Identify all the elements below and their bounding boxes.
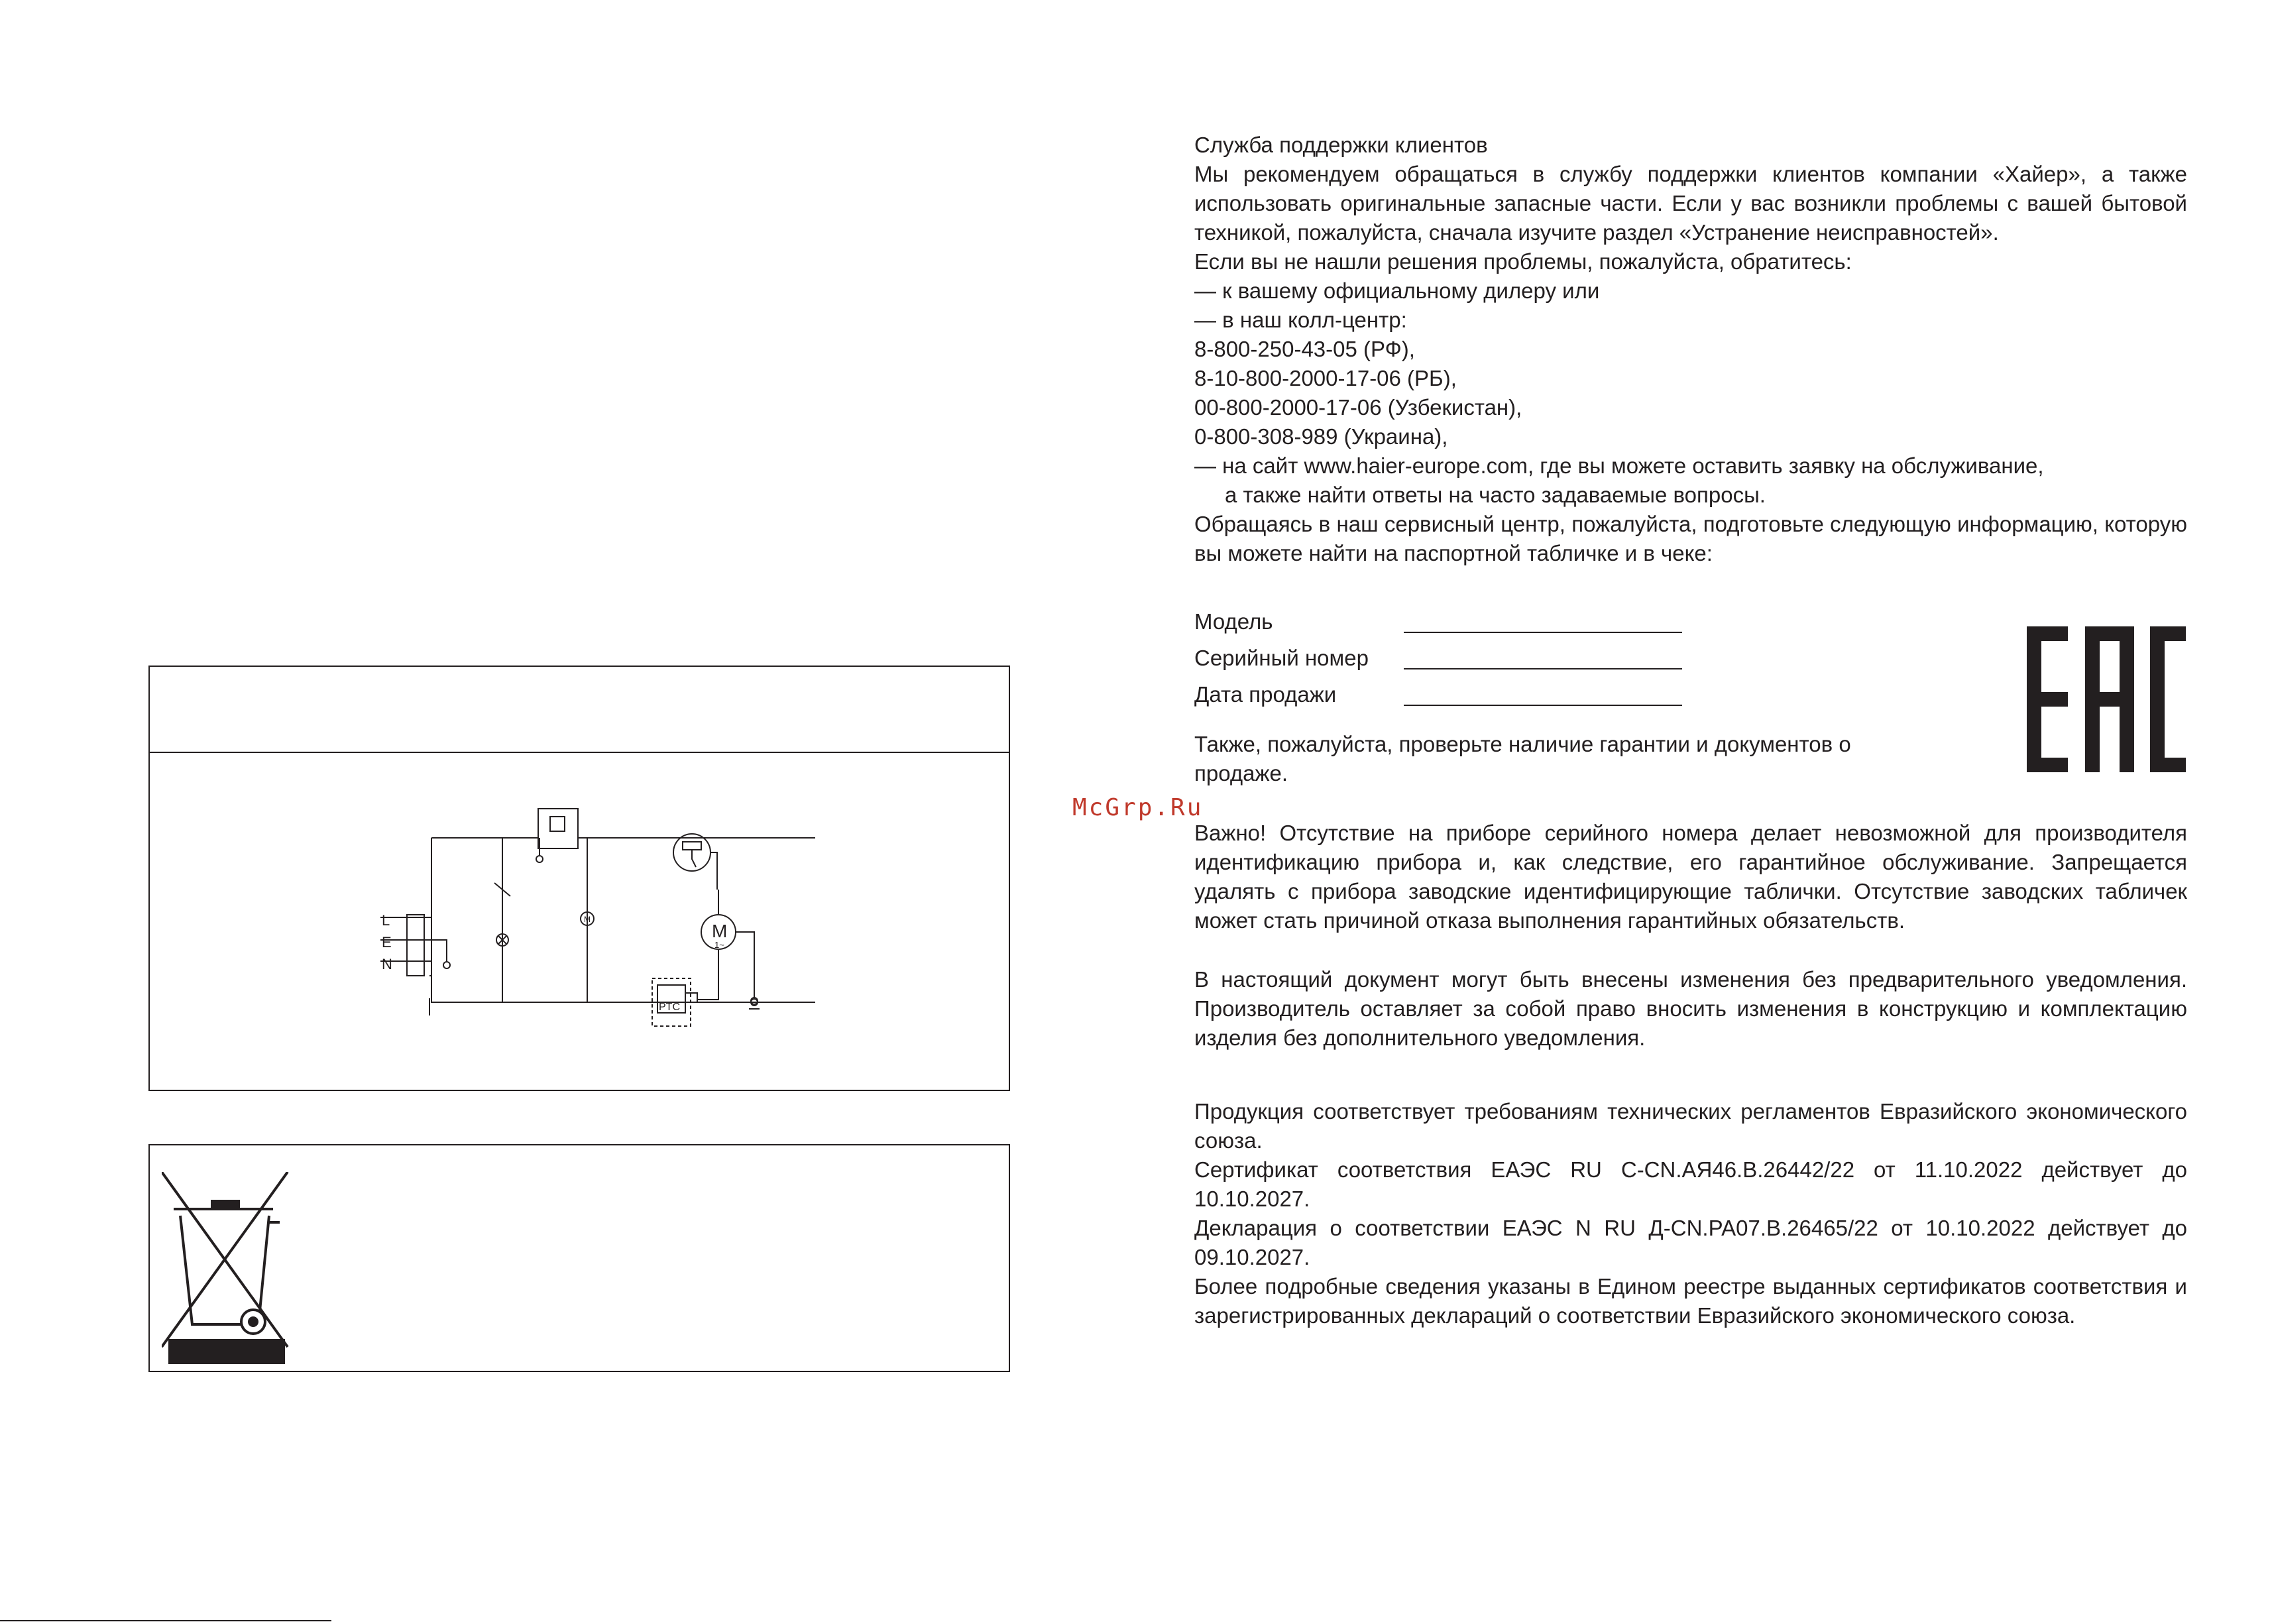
serial-label: Серийный номер [1194, 646, 1369, 670]
wiring-diagram-box [148, 666, 1010, 1091]
date-label: Дата продажи [1194, 682, 1337, 707]
serial-blank-line [1404, 642, 1682, 669]
watermark-text: McGrp.Ru [1072, 794, 1204, 821]
terminal-l-label: L [382, 912, 390, 929]
support-paragraph-2: Если вы не нашли решения проблемы, пожалуйста, обратитесь: [1194, 249, 1852, 274]
support-site-continuation: а также найти ответы на часто задаваемые вопросы. [1225, 483, 1766, 507]
form-row-serial [1194, 640, 1682, 676]
form-row-date [1194, 676, 1682, 713]
weee-disposal-box [148, 1144, 1010, 1372]
conformity-text: Продукция соответствует требованиям технических регламентов Евразийского экономического союза. [1194, 1099, 2187, 1153]
wiring-diagram [150, 753, 1009, 1091]
registry-text: Более подробные сведения указаны в Едином реестре выданных сертификатов соответствия и зарегистрированных деклараций о соответствии Евразийского экономического союза. [1194, 1274, 2187, 1328]
declaration-text: Декларация о соответствии ЕАЭС N RU Д-CN.PA07.В.26465/22 от 10.10.2022 действует до 09.10.2027. [1194, 1216, 2187, 1269]
important-section [1194, 819, 2187, 935]
check-documents-note [1194, 730, 1950, 788]
footer-rule [0, 1620, 331, 1621]
certification-section [1194, 1097, 2187, 1330]
changes-section [1194, 965, 2187, 1053]
fan-motor-label: M [584, 915, 591, 924]
compressor-motor-label: M [712, 921, 728, 941]
crossed-out-wheelie-bin-icon [162, 1172, 294, 1364]
support-site-item: — на сайт www.haier-europe.com, где вы можете оставить заявку на обслуживание, [1194, 453, 2044, 478]
terminal-n-label: N [382, 956, 392, 972]
terminal-e-label: E [382, 934, 392, 951]
customer-support-section [1194, 131, 2187, 568]
phone-uz: 00-800-2000-17-06 (Узбекистан), [1194, 395, 1522, 420]
support-prepare-paragraph: Обращаясь в наш сервисный центр, пожалуйста, подготовьте следующую информацию, которую вы можете найти на паспортной табличке и в чеке: [1194, 512, 2187, 565]
support-dealer-item: — к вашему официальному дилеру или [1194, 278, 1600, 303]
form-row-model [1194, 603, 1682, 640]
product-info-form [1194, 603, 1682, 713]
support-paragraph-1: Мы рекомендуем обращаться в службу поддержки клиентов компании «Хайер», а также использовать оригинальные запасные части. Если у вас возникли проблемы с вашей бытовой техникой, пожалуйста, сначала изучите раздел «Устранение неисправностей». [1194, 162, 2187, 245]
eac-mark-icon [2027, 626, 2186, 772]
date-blank-line [1404, 678, 1682, 706]
check-documents-text: Также, пожалуйста, проверьте наличие гарантии и документов о продаже. [1194, 732, 1851, 785]
phone-ua: 0-800-308-989 (Украина), [1194, 424, 1448, 449]
important-text: Важно! Отсутствие на приборе серийного номера делает невозможной для производителя идентификацию прибора и, как следствие, его гарантийное обслуживание. Запрещается удалять с прибора заводские идентифицирующие таблички. Отсутствие заводских табличек может стать причиной отказа выполнения гарантийных обязательств. [1194, 821, 2187, 933]
ptc-label: PTC [659, 1002, 680, 1013]
model-blank-line [1404, 605, 1682, 633]
support-heading: Служба поддержки клиентов [1194, 133, 1488, 157]
changes-text: В настоящий документ могут быть внесены изменения без предварительного уведомления. Производитель оставляет за собой право вносить изменения в конструкцию и комплектацию изделия без дополнительного уведомления. [1194, 967, 2187, 1050]
phone-by: 8-10-800-2000-17-06 (РБ), [1194, 366, 1457, 390]
phone-ru: 8-800-250-43-05 (РФ), [1194, 337, 1415, 361]
support-callcenter-item: — в наш колл-центр: [1194, 308, 1407, 332]
diagram-header [150, 667, 1009, 753]
certificate-text: Сертификат соответствия ЕАЭС RU С-CN.АЯ46.В.26442/22 от 11.10.2022 действует до 10.10.2027. [1194, 1157, 2187, 1211]
model-label: Модель [1194, 609, 1273, 634]
compressor-motor-sublabel: 1~ [714, 940, 724, 950]
